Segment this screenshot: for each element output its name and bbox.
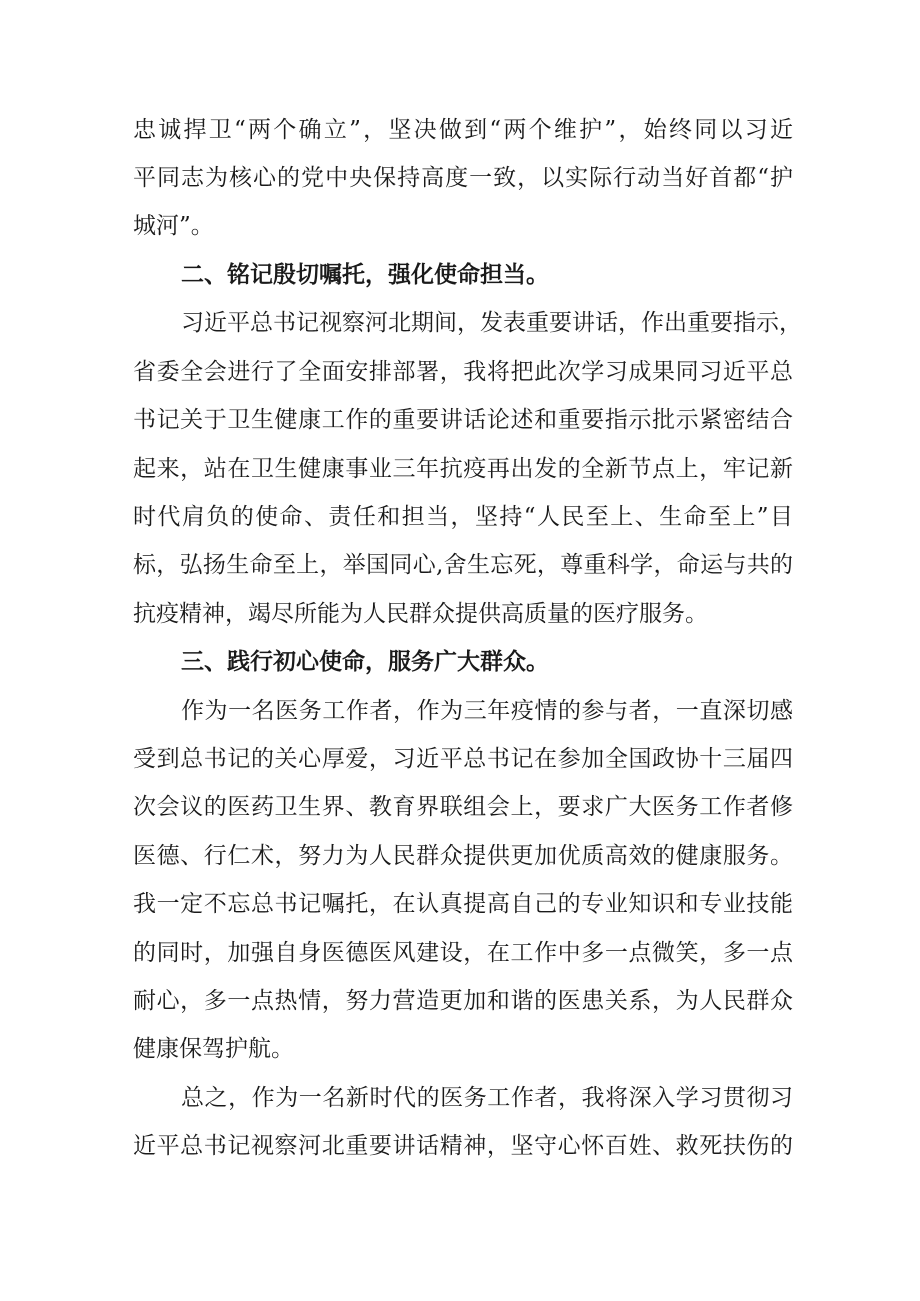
section-heading: 二、铭记殷切嘱托，强化使命担当。 xyxy=(181,262,549,288)
body-text-line: 作为一名医务工作者，作为三年疫情的参与者，一直深切感 xyxy=(181,698,793,724)
body-text-line: 健康保驾护航。 xyxy=(133,1036,294,1062)
body-text-line: 受到总书记的关心厚爱，习近平总书记在参加全国政协十三届四 xyxy=(133,746,793,772)
body-text-line: 总之，作为一名新时代的医务工作者，我将深入学习贯彻习 xyxy=(181,1085,793,1111)
body-text-line: 书记关于卫生健康工作的重要讲话论述和重要指示批示紧密结合 xyxy=(133,407,793,433)
section-heading: 三、践行初心使命，服务广大群众。 xyxy=(181,649,549,675)
body-text-line: 医德、行仁术，努力为人民群众提供更加优质高效的健康服务。 xyxy=(133,843,793,869)
body-text-line: 抗疫精神，竭尽所能为人民群众提供高质量的医疗服务。 xyxy=(133,601,708,627)
body-text-line: 近平总书记视察河北重要讲话精神，坚守心怀百姓、救死扶伤的 xyxy=(133,1133,793,1159)
body-text-line: 平同志为核心的党中央保持高度一致，以实际行动当好首都“护 xyxy=(133,165,793,191)
body-text-line: 次会议的医药卫生界、教育界联组会上，要求广大医务工作者修 xyxy=(133,794,793,820)
body-text-line: 起来，站在卫生健康事业三年抗疫再出发的全新节点上，牢记新 xyxy=(133,456,793,482)
body-text-line: 省委全会进行了全面安排部署，我将把此次学习成果同习近平总 xyxy=(133,359,793,385)
body-text-line: 标，弘扬生命至上，举国同心,舍生忘死，尊重科学，命运与共的 xyxy=(133,552,793,578)
body-text-line: 我一定不忘总书记嘱托，在认真提高自己的专业知识和专业技能 xyxy=(133,891,793,917)
body-text-line: 忠诚捍卫“两个确立”，坚决做到“两个维护”，始终同以习近 xyxy=(133,117,793,143)
body-text-line: 习近平总书记视察河北期间，发表重要讲话，作出重要指示， xyxy=(181,310,802,336)
body-text-line: 城河”。 xyxy=(133,213,214,239)
body-text-line: 时代肩负的使命、责任和担当，坚持“人民至上、生命至上”目 xyxy=(133,504,793,530)
body-text-line: 的同时，加强自身医德医风建设，在工作中多一点微笑，多一点 xyxy=(133,940,793,966)
body-text-line: 耐心，多一点热情，努力营造更加和谐的医患关系，为人民群众 xyxy=(133,988,793,1014)
